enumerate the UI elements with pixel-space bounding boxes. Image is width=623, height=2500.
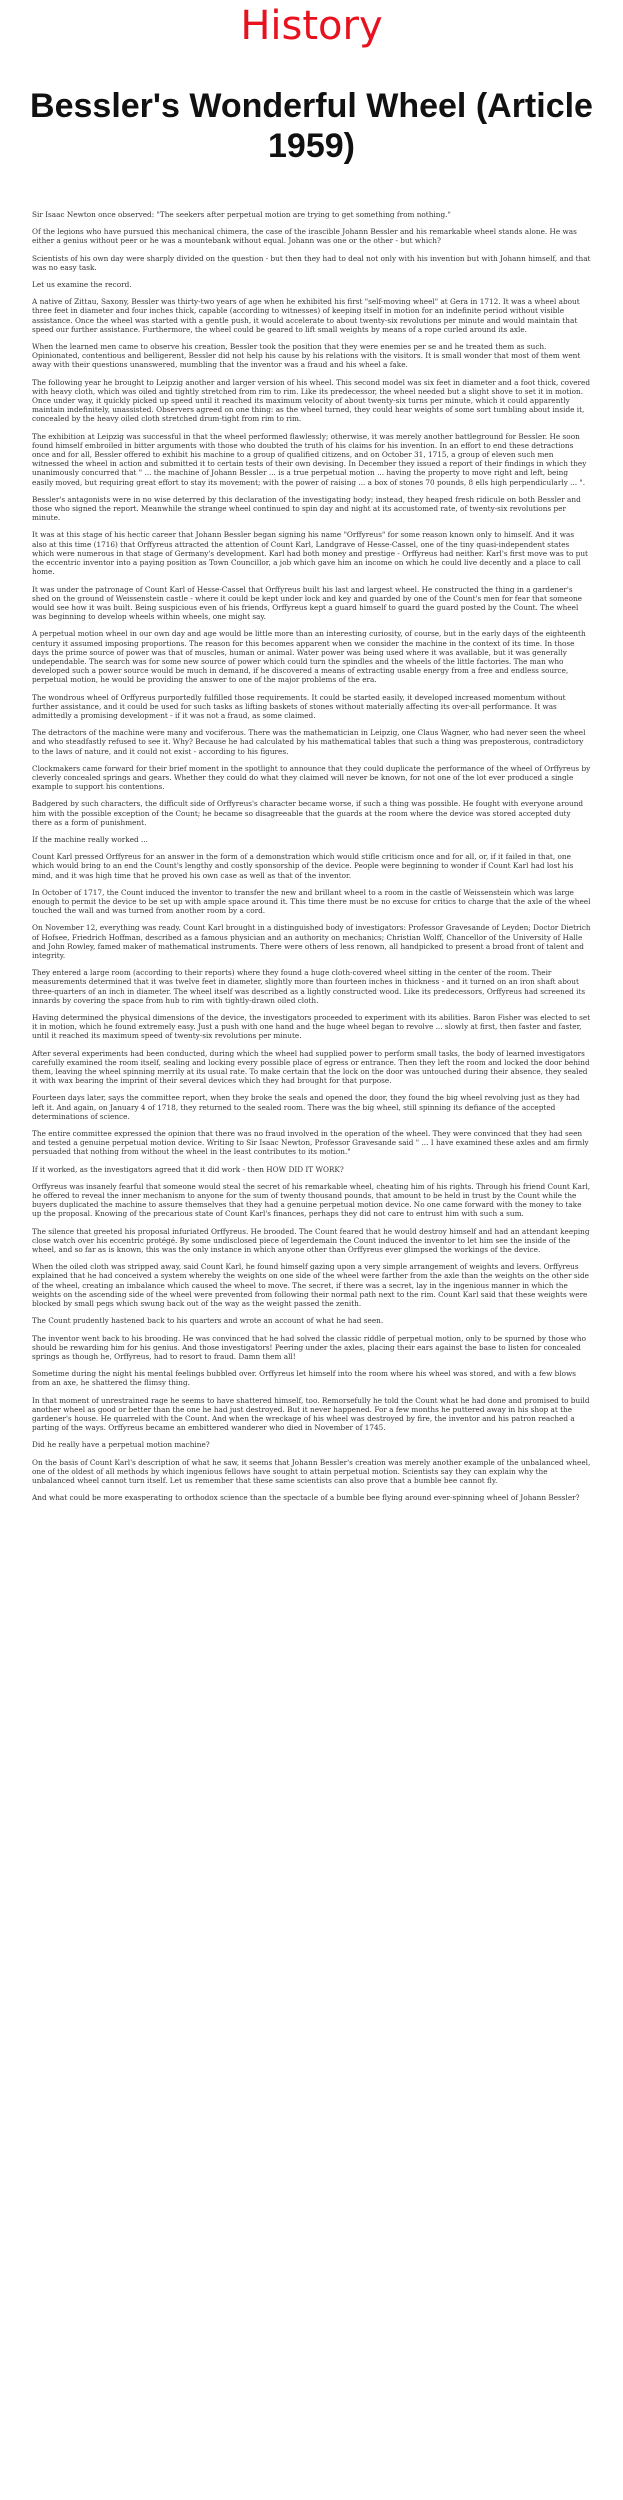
paragraph: When the oiled cloth was stripped away, said Count Karl, he found himself gazing upon a very simple arrangement of weights and levers. Orffyreus explained that he had conceived a system whereby the weights on one side of the wheel were farther from the axle than the weights on the other side of the wheel, creating an imbalance which caused the wheel to move. The secret, if there was a secret, lay in the ingenious manner in which the weights on the ascending side of the wheel were prevented from following their normal path next to the rim. Count Karl said that these weights were blocked by small pegs which swung back out of the way as the weight passed the zenith.	[32, 1262, 589, 1309]
paragraph: Scientists of his own day were sharply divided on the question - but then they had to deal not only with his invention but with Johann himself, and that was no easy task.	[32, 253, 591, 272]
paragraph: A perpetual motion wheel in our own day and age would be little more than an interesting curiosity, of course, but in the early days of the eighteenth century it assumed imposing proportions. The reason for this becomes apparent when we consider the machine in the context of its time. In those days the prime source of power was that of muscles, human or animal. Water power was being used where it was available, but it was generally undependable. The search was for some new source of power which could turn the spindles and the wheels of the little factories. The man who developed such a power source would be much in demand, if he discovered a means of extracting usable energy from a free and endless source, perpetual motion, he would be providing the answer to one of the major problems of the era.	[32, 629, 586, 685]
article	[0, 86, 623, 1502]
paragraph: The silence that greeted his proposal infuriated Orffyreus. He brooded. The Count feared that he would destroy himself and had an attendant keeping close watch over his eccentric protégé. By some undisclosed piece of legerdemain the Count induced the inventor to let him see the inside of the wheel, and so far as is known, this was the only instance in which anyone other than Orffyreus ever glimpsed the workings of the device.	[32, 1226, 590, 1255]
paragraph: Orffyreus was insanely fearful that someone would steal the secret of his remarkable wheel, cheating him of his rights. Through his friend Count Karl, he offered to reveal the inner mechanism to anyone for the sum of twenty thousand pounds, that amount to be held in trust by the Count while the buyers duplicated the machine to assure themselves that they had a genuine perpetual motion device. No one came forward with the money to take up the proposal. Knowing of the precarious state of Count Karl's finances, perhaps they did not care to entrust him with such a sum.	[32, 1181, 591, 1219]
site-logo[interactable]: History	[240, 3, 383, 49]
paragraph: Bessler's antagonists were in no wise deterred by this declaration of the investigating body; instead, they heaped fresh ridicule on both Bessler and those who signed the report. Meanwhile the strange wheel continued to spin day and night at its accustomed rate, of twenty-six revolutions per minute.	[32, 494, 581, 523]
paragraph: Badgered by such characters, the difficult side of Orffyreus's character became worse, if such a thing was possible. He fought with everyone around him with the possible exception of the Count; he became so disagreeable that the guards at the room where the device was stored accepted duty there as a form of punishment.	[32, 799, 584, 827]
paragraph: On November 12, everything was ready. Count Karl brought in a distinguished body of investigators: Professor Gravesande of Leyden; Doctor Dietrich of Hofsee, Friedrich Hoffman, described as a famous physician and an authority on mechanics; Christian Wolff, Chancellor of the University of Halle and John Rowley, famed maker of mathematical instruments. There were others of less renown, all handpicked to present a broad front of talent and integrity.	[32, 923, 591, 960]
paragraph: Let us examine the record.	[32, 280, 132, 290]
paragraph: The exhibition at Leipzig was successful in that the wheel performed flawlessly; otherwise, it was merely another battleground for Bessler. He soon found himself embroiled in bitter arguments with those who doubted the truth of his claims for his invention. In an effort to end these detractions once and for all, Bessler offered to exhibit his machine to a group of qualified citizens, and on October 31, 1715, a group of eleven such men witnessed the wheel in action and submitted it to certain tests of their own devising. In December they issued a report of their findings in which they unanimously concurred that " ... the machine of Johann Bessler ... is a true perpetual motion ... having the property to move right and left, being easily moved, but requiring great effort to stay its movement; with the power of raising ... a box of stones 70 pounds, 8 ells high perpendicularly ... ".	[32, 431, 587, 487]
paragraph: The wondrous wheel of Orffyreus purportedly fulfilled those requirements. It could be started easily, it developed increased momentum without further assistance, and it could be used for such tasks as lifting baskets of stones without materially affecting its over-all performance. It was admittedly a promising development - if it was not a fraud, as some claimed.	[32, 692, 566, 720]
paragraph: In that moment of unrestrained rage he seems to have shattered himself, too. Remorsefully he told the Count what he had done and promised to build another wheel as good or better than the one he had just destroyed. But it never happened. For a few months he puttered away in his shop at the gardener's house. He quarreled with the Count. And when the wreckage of his wheel was destroyed by fire, the inventor and his patron reached a parting of the ways. Orffyreus became an embittered wanderer who died in November of 1745.	[32, 1395, 590, 1433]
paragraph: Did he really have a perpetual motion machine?	[32, 1440, 210, 1450]
paragraph: Having determined the physical dimensions of the device, the investigators proceeded to experiment with its abilities. Baron Fisher was elected to set it in motion, which he found extremely easy. Just a push with one hand and the huge wheel began to revolve ... slowly at first, then faster and faster, until it reached its maximum speed of twenty-six revolutions per minute.	[32, 1013, 591, 1041]
paragraph: The inventor went back to his brooding. He was convinced that he had solved the classic riddle of perpetual motion, only to be spurned by those who should be rewarding him for his genius. And those investigators! Peering under the axles, placing their ears against the base to listen for concealed springs as though he, Orffyreus, had to resort to fraud. Damn them all!	[32, 1333, 587, 1361]
paragraph: Of the legions who have pursued this mechanical chimera, the case of the irascible Johann Bessler and his remarkable wheel stands alone. He was either a genius without peer or he was a mountebank without equal. Johann was one or the other - but which?	[32, 227, 577, 246]
paragraph: After several experiments had been conducted, during which the wheel had supplied power to perform small tasks, the body of learned investigators carefully examined the room itself, sealing and locking every possible place of egress or entrance. Then they left the room and locked the door behind them, leaving the wheel spinning merrily at its usual rate. To make certain that the lock on the door was untouched during their absence, they sealed it with wax bearing the imprint of their several devices which they had brought for that purpose.	[32, 1048, 590, 1086]
paragraph: In October of 1717, the Count induced the inventor to transfer the new and brillant wheel to a room in the castle of Weissenstein which was large enough to permit the device to be set up with ample space around it. This time there must be no excuse for critics to charge that the axle of the wheel touched the wall and was turned from another room by a cord.	[32, 887, 591, 916]
paragraph: If the machine really worked ...	[32, 834, 148, 844]
paragraph: It was under the patronage of Count Karl of Hesse-Cassel that Orffyreus built his last and largest wheel. He constructed the thing in a gardener's shed on the ground of Weissenstein castle - where it could be kept under lock and key and guarded by one of the Count's men for fear that someone would see how it was built. Being suspicious even of his friends, Orffyreus kept a guard himself to guard the guard posted by the Count. The wheel was beginning to develop wheels within wheels, one might say.	[32, 584, 582, 622]
paragraph: Fourteen days later, says the committee report, when they broke the seals and opened the door, they found the big wheel revolving just as they had left it. And again, on January 4 of 1718, they returned to the sealed room. There was the big wheel, still spinning its defiance of the accepted determinations of science.	[32, 1093, 580, 1121]
paragraph: Sometime during the night his mental feelings bubbled over. Orffyreus let himself into the room where his wheel was stored, and with a few blows from an axe, he shattered the flimsy thing.	[32, 1369, 577, 1388]
paragraph: When the learned men came to observe his creation, Bessler took the position that they were enemies per se and he treated them as such. Opinionated, contentious and belligerent, Bessler did not help his cause by his relations with the visitors. It is small wonder that most of them went away with their questions unanswered, mumbling that the inventor was a fraud and his wheel a fake.	[32, 342, 581, 370]
article-title: Bessler's Wonderful Wheel (Article 1959)	[30, 87, 593, 165]
paragraph: On the basis of Count Karl's description of what he saw, it seems that Johann Bessler's creation was merely another example of the unbalanced wheel, one of the oldest of all methods by which ingenious fellows have sought to attain perpetual motion. Scientists say they can explain why the unbalanced wheel cannot turn itself. Let us remember that these same scientists can also prove that a bumble bee cannot fly.	[32, 1457, 591, 1485]
paragraph: Sir Isaac Newton once observed: "The seekers after perpetual motion are trying to get something from nothing."	[32, 210, 451, 219]
paragraph: The entire committee expressed the opinion that there was no fraud involved in the operation of the wheel. They were convinced that they had seen and tested a genuine perpetual motion device. Writing to Sir Isaac Newton, Professor Gravesande said " ... I have examined these axles and am firmly persuaded that nothing from without the wheel in the least contributes to its motion."	[32, 1129, 589, 1157]
paragraph: The Count prudently hastened back to his quarters and wrote an account of what he had seen.	[32, 1316, 384, 1326]
paragraph: They entered a large room (according to their reports) where they found a huge cloth-covered wheel sitting in the center of the room. Their measurements determined that it was twelve feet in diameter, slightly more than fourteen inches in thickness - and it turned on an iron shaft about three-quarters of an inch in diameter. The wheel itself was described as a lightly constructed wood. Like its predecessors, Orffyreus had screened its innards by covering the space from hub to rim with tightly-drawn oiled cloth.	[32, 968, 586, 1005]
paragraph: A native of Zittau, Saxony, Bessler was thirty-two years of age when he exhibited his first "self-moving wheel" at Gera in 1712. It was a wheel about three feet in diameter and four inches thick, capable (according to witnesses) of keeping itself in motion for an indefinite period without visible assistance. Once the wheel was started with a gentle push, it would accelerate to about twenty-six revolutions per minute and would maintain that speed our further assistance. Furthermore, the wheel could be geared to lift small weights by means of a rope curled around its axle.	[32, 297, 580, 334]
paragraph: If it worked, as the investigators agreed that it did work - then HOW DID IT WORK?	[32, 1164, 344, 1174]
article-body	[0, 210, 623, 1502]
paragraph: The detractors of the machine were many and vociferous. There was the mathematician in Leipzig, one Claus Wagner, who had never seen the wheel and who steadfastly refused to see it. Why? Because he had calculated by his mathematical tables that such a thing was preposterous, contradictory to the laws of nature, and it could not exist - according to his figures.	[32, 728, 586, 756]
paragraph: The following year he brought to Leipzig another and larger version of his wheel. This second model was six feet in diameter and a foot thick, covered with heavy cloth, which was oiled and tightly stretched from rim to rim. Like its predecessor, the wheel needed but a slight shove to set it in motion. Once under way, it quickly picked up speed until it reached its maximum velocity of about twenty-six turns per minute, which it could apparently maintain indefinitely, unassisted. Observers agreed on one thing: as the wheel turned, they could hear weights of some sort tumbling about inside it, concealed by the heavy oiled cloth stretched drum-tight from rim to rim.	[32, 377, 590, 424]
paragraph: Count Karl pressed Orffyreus for an answer in the form of a demonstration which would stifle criticism once and for all, or, if it failed in that, one which would bring to an end the Count's lengthy and costly sponsorship of the device. People were beginning to wonder if Count Karl had lost his mind, and it was high time that he proved his own case as well as that of the inventor.	[32, 852, 574, 880]
paragraph: It was at this stage of his hectic career that Johann Bessler began signing his name "Orffyreus" for some reason known only to himself. And it was also at this time (1716) that Orffyreus attracted the attention of Count Karl, Landgrave of Hesse-Cassel, one of the tiny quasi-independent states which were numerous in that stage of Germany's development. Karl had both money and prestige - Orffyreus had neither. Karl's first move was to put the eccentric inventor into a paying position as Town Councillor, a job which gave him an income on which he could live decently and a place to call home.	[32, 530, 588, 577]
paragraph: Clockmakers came forward for their brief moment in the spotlight to announce that they could duplicate the performance of the wheel of Orffyreus by cleverly concealed springs and gears. Whether they could do what they claimed will never be known, for not one of the lot ever produced a single example to support his contentions.	[32, 763, 591, 792]
site-header	[0, 0, 623, 56]
paragraph: And what could be more exasperating to orthodox science than the spectacle of a bumble bee flying around ever-spinning wheel of Johann Bessler?	[32, 1493, 580, 1503]
